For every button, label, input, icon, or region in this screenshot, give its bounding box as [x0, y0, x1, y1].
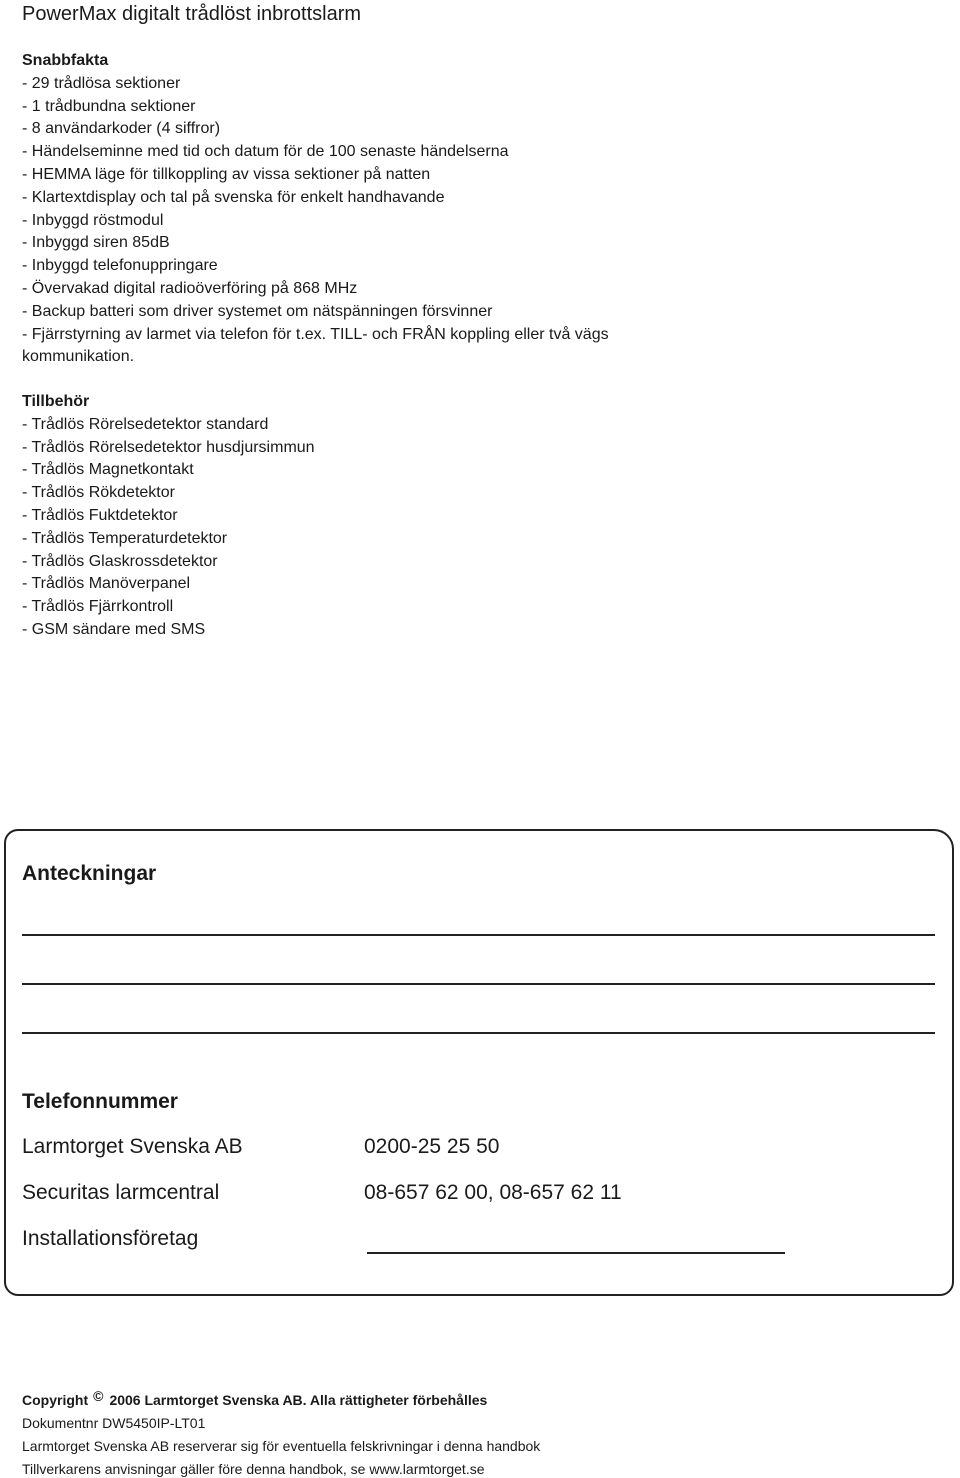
copyright-line — [22, 1388, 488, 1409]
snabbfakta-section — [22, 50, 702, 369]
list-item: - Trådlös Rörelsedetektor husdjursimmun — [22, 438, 315, 456]
list-item: - Klartextdisplay och tal på svenska för enkelt handhavande — [22, 188, 445, 206]
notes-heading: Anteckningar — [22, 862, 157, 885]
page-title: PowerMax digitalt trådlöst inbrottslarm — [22, 3, 362, 25]
list-item: - GSM sändare med SMS — [22, 620, 206, 638]
phones-heading: Telefonnummer — [22, 1090, 178, 1113]
disclaimer: Larmtorget Svenska AB reserverar sig för eventuella felskrivningar i denna handbok — [22, 1438, 541, 1454]
phone-label: Securitas larmcentral — [22, 1181, 220, 1204]
note-line[interactable] — [22, 983, 935, 985]
copyright-icon: © — [93, 1388, 104, 1404]
validity-note: Tillverkarens anvisningar gäller före denna handbok, se www.larmtorget.se — [22, 1461, 485, 1477]
copyright-word: Copyright — [22, 1392, 89, 1408]
list-item: - Händelseminne med tid och datum för de 100 senaste händelserna — [22, 143, 509, 161]
list-item: - Backup batteri som driver systemet om nätspänningen försvinner — [22, 302, 493, 320]
copyright-text: 2006 Larmtorget Svenska AB. Alla rättigheter förbehålles — [109, 1392, 488, 1408]
list-item: - 8 användarkoder (4 siffror) — [22, 120, 221, 138]
list-item: - 29 trådlösa sektioner — [22, 74, 181, 92]
snabbfakta-heading: Snabbfakta — [22, 52, 109, 69]
list-item: - 1 trådbundna sektioner — [22, 97, 196, 115]
document-number: Dokumentnr DW5450IP-LT01 — [22, 1415, 206, 1431]
list-item: - Trådlös Glaskrossdetektor — [22, 552, 218, 570]
note-line[interactable] — [22, 934, 935, 936]
list-item: - Trådlös Fuktdetektor — [22, 506, 178, 524]
phone-label: Larmtorget Svenska AB — [22, 1135, 243, 1158]
list-item: - Trådlös Manöverpanel — [22, 575, 191, 593]
list-item: - Trådlös Fjärrkontroll — [22, 598, 174, 616]
tillbehor-section — [22, 391, 315, 642]
phone-number: 08-657 62 00, 08-657 62 11 — [364, 1181, 622, 1204]
phone-label: Installationsföretag — [22, 1227, 199, 1250]
list-item: - Trådlös Magnetkontakt — [22, 461, 194, 479]
list-item: - Trådlös Temperaturdetektor — [22, 529, 228, 547]
list-item: - Övervakad digital radioöverföring på 868 MHz — [22, 279, 358, 297]
phone-number: 0200-25 25 50 — [364, 1135, 500, 1158]
list-item: - Inbyggd telefonuppringare — [22, 257, 218, 275]
list-item: - Trådlös Rörelsedetektor standard — [22, 415, 269, 433]
list-item: - Fjärrstyrning av larmet via telefon för t.ex. TILL- och FRÅN koppling eller två vägs kommunikation. — [22, 325, 609, 366]
list-item: - Trådlös Rökdetektor — [22, 484, 175, 502]
list-item: - Inbyggd röstmodul — [22, 211, 164, 229]
list-item: - Inbyggd siren 85dB — [22, 234, 170, 252]
installer-line[interactable] — [367, 1252, 785, 1254]
note-line[interactable] — [22, 1032, 935, 1034]
tillbehor-heading: Tillbehör — [22, 393, 90, 410]
list-item: - HEMMA läge för tillkoppling av vissa sektioner på natten — [22, 165, 431, 183]
